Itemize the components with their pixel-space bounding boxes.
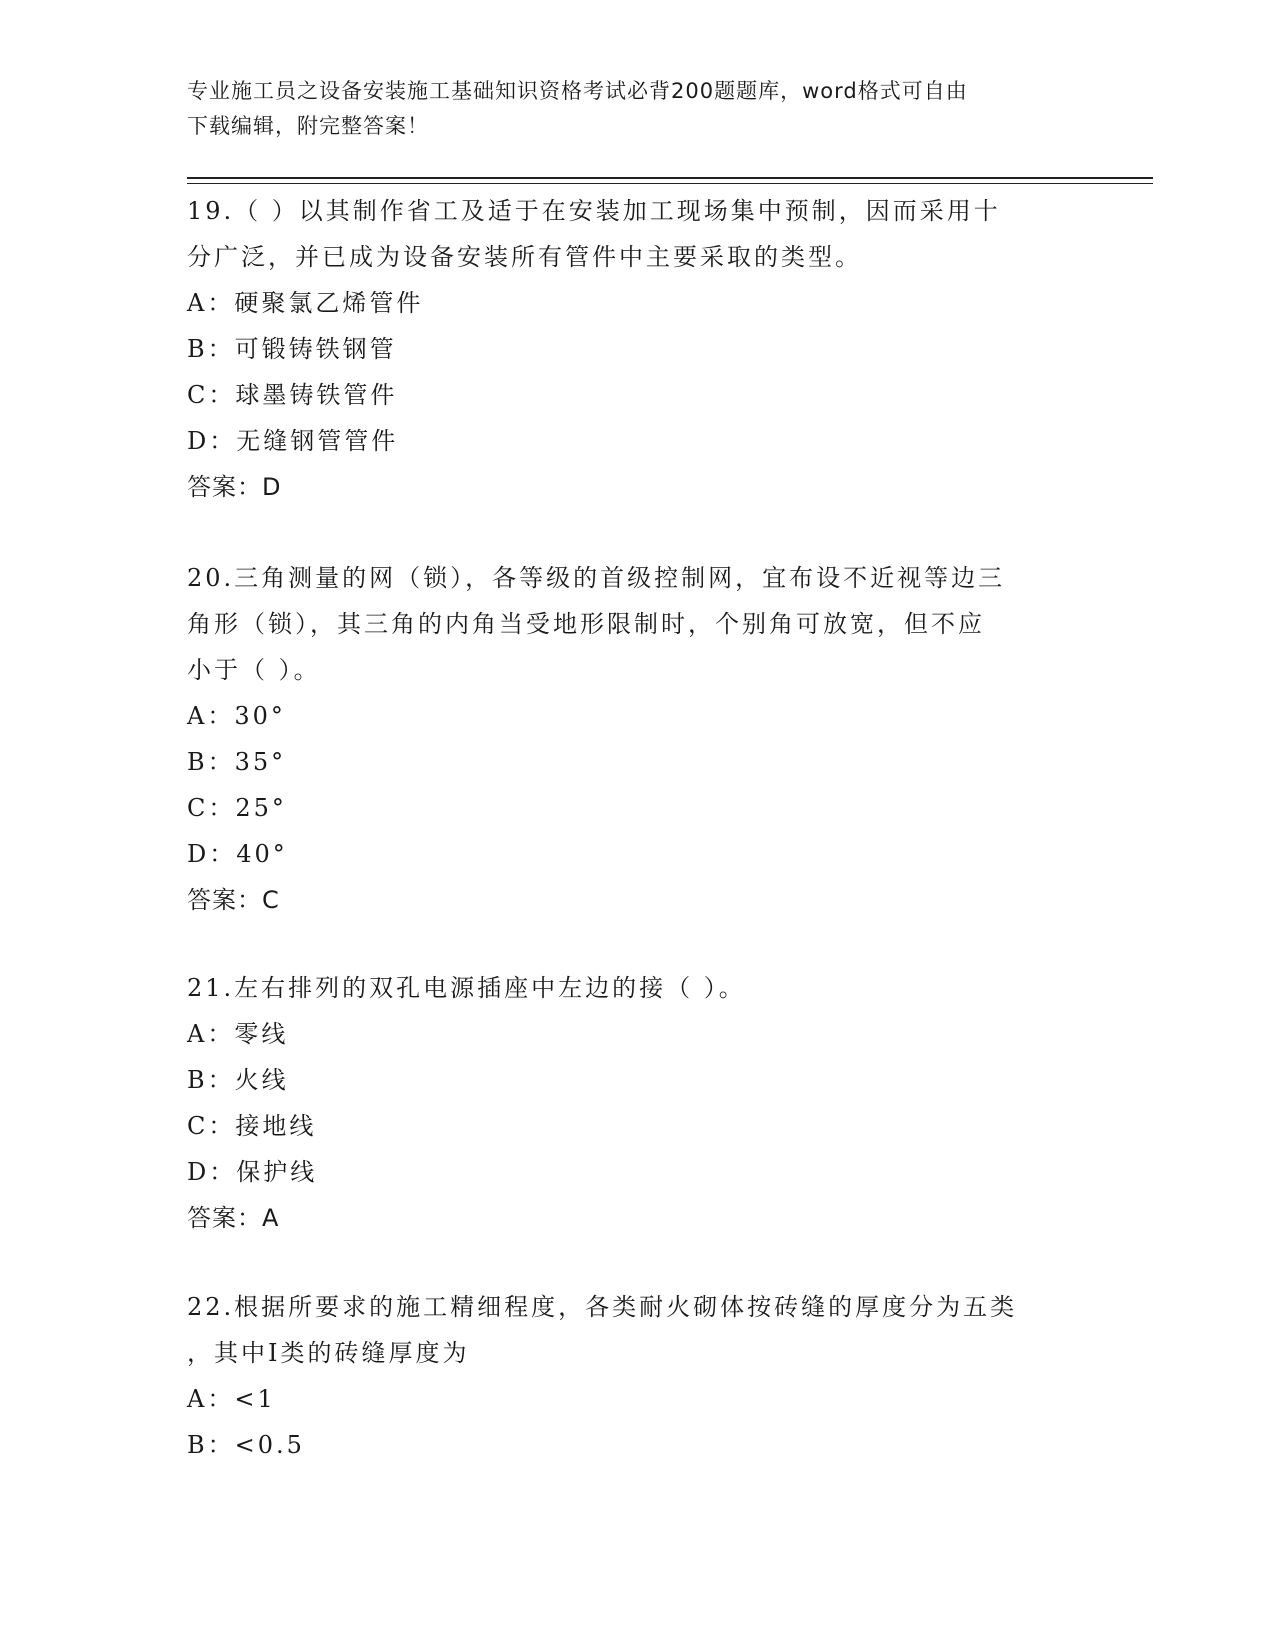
question-22 (187, 1284, 1087, 1468)
question-20 (187, 555, 1087, 923)
option-d: D：40° (187, 840, 288, 868)
question-stem-line: 20.三角测量的网（锁），各等级的首级控制网，宜布设不近视等边三 (187, 564, 1006, 592)
option-d: D：保护线 (187, 1158, 318, 1186)
question-21 (187, 965, 1087, 1241)
option-c: C：25° (187, 794, 287, 822)
answer: 答案：A (187, 1204, 280, 1232)
question-stem-line: 19.（ ）以其制作省工及适于在安装加工现场集中预制，因而采用十 (187, 197, 1001, 225)
option-b: B：35° (187, 748, 287, 776)
header-rule-thin (187, 183, 1153, 184)
question-stem-line: ，其中Ⅰ类的砖缝厚度为 (187, 1339, 470, 1367)
option-c: C：接地线 (187, 1112, 317, 1140)
option-a: A：<1 (187, 1385, 276, 1413)
option-c: C：球墨铸铁管件 (187, 381, 398, 409)
option-b: B：火线 (187, 1066, 289, 1094)
question-stem-line: 小于（ ）。 (187, 656, 321, 684)
question-stem-line: 分广泛，并已成为设备安装所有管件中主要采取的类型。 (187, 243, 862, 271)
option-b: B：<0.5 (187, 1431, 305, 1459)
option-b: B：可锻铸铁钢管 (187, 335, 397, 363)
question-stem-line: 21.左右排列的双孔电源插座中左边的接（ ）。 (187, 974, 746, 1002)
option-d: D：无缝钢管管件 (187, 427, 399, 455)
header-rule-thick (187, 177, 1153, 179)
document-header (187, 74, 1067, 144)
option-a: A：30° (187, 702, 286, 730)
question-stem-line: 角形（锁），其三角的内角当受地形限制时，个别角可放宽，但不应 (187, 610, 985, 638)
header-line-2: 下载编辑，附完整答案！ (187, 114, 429, 138)
question-19 (187, 188, 1087, 510)
answer: 答案：C (187, 886, 280, 914)
question-stem-line: 22.根据所要求的施工精细程度，各类耐火砌体按砖缝的厚度分为五类 (187, 1293, 1018, 1321)
answer: 答案：D (187, 473, 282, 501)
option-a: A：硬聚氯乙烯管件 (187, 289, 424, 317)
header-line-1: 专业施工员之设备安装施工基础知识资格考试必背200题题库，word格式可自由 (187, 79, 968, 103)
option-a: A：零线 (187, 1020, 289, 1048)
